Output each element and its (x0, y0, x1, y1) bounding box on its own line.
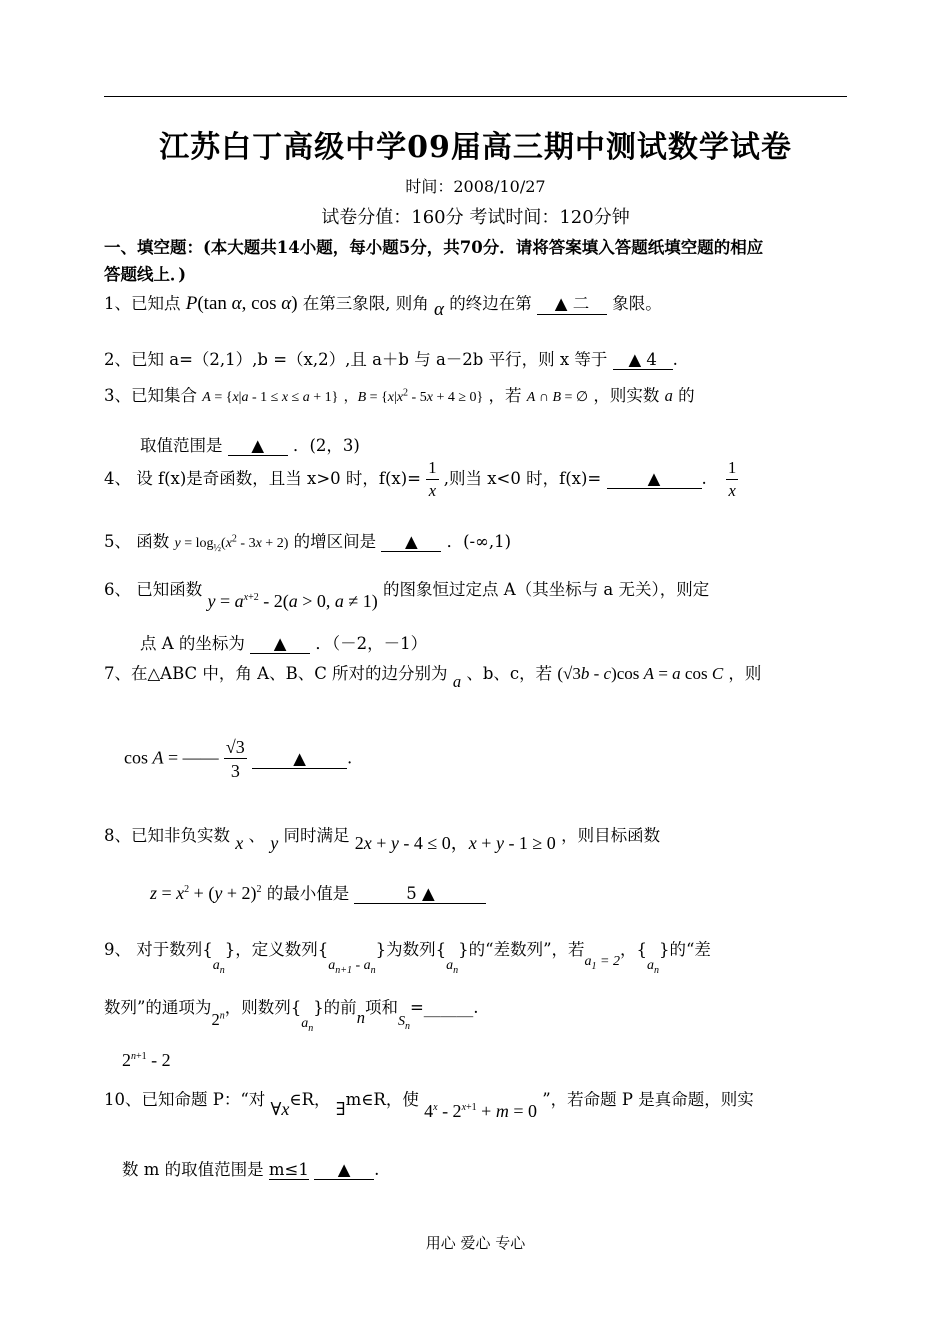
top-rule (104, 96, 847, 97)
answer-blank-5: ▲ (381, 532, 441, 552)
answer-blank-4: ▲ (607, 469, 702, 489)
question-6: 6、 已知函数 $y = a^{x+2} - 2(a > 0$, a ≠ 1) 的图象恒过定点 A（其坐标与 a 无关），则定 (104, 580, 710, 611)
section-heading-line2: 答题线上．) (104, 265, 187, 284)
question-10-line2: 数 m 的取值范围是 m≤1 ▲ . (122, 1160, 380, 1179)
constraint-formula: 2x + y - 4 ≤ 0，x + y - 1 ≥ 0 (354, 833, 556, 853)
question-5: 5、 函数 $y = \log_{\frac{1}{2}}(x^2 - 3x + 2)$ 的增区间是 ▲ ．(-∞,1) (104, 532, 512, 554)
intersection-formula: A ∩ B = ∅ (526, 390, 589, 405)
cosine-condition-formula: (√3b - c)cos A = a cos C (557, 664, 724, 683)
cos-a-formula: cos A = —— (124, 747, 219, 768)
set-b-formula: ，$B = \{x|x^2 - 5x + 4 \ge 0\}$ (343, 387, 484, 405)
answer-blank-8: 5 ▲ (354, 884, 486, 904)
question-6-line2: 点 A 的坐标为 ▲ ．（－2，－1） (140, 634, 428, 653)
answer-blank-7: ▲ (252, 749, 347, 769)
answer-blank-1: ▲ 二 (537, 290, 607, 315)
answer-blank-10: ▲ (314, 1160, 374, 1180)
page-footer: 用心 爱心 专心 (425, 1234, 526, 1252)
question-8-line2: $z = x^2 + (y + 2)^2$ 的最小值是 5 ▲ (150, 880, 486, 904)
section-heading-line1: 一、填空题：(本大题共14小题，每小题5分，共70分．请将答案填入答题纸填空题的相应 (104, 238, 764, 257)
question-9: 9、 对于数列$\{_{a_n}\}$，定义数列$\{_{a_{n+1} - a_n}\}$为数列$\{_{a_n}\}$的“差数列”，若$_{a_1 = 2}$，$\{_{a_n}\}$的“差 (104, 940, 711, 976)
answer-10-value: m≤1 (268, 1160, 309, 1179)
question-7: 7、在△ABC 中，角 A、B、C 所对的边分别为 a 、b、c，若 (√3b - c)cos A = a cos C ，则 (104, 664, 762, 691)
exponential-equation-formula: $4^x - 2^{x+1} + m = 0$ (424, 1101, 537, 1121)
answer-fraction-one-over-x: $\frac{1}{x}$ (728, 458, 737, 500)
question-7-line2: cos A = —— $\frac{√3}{3}$ ▲ . (124, 737, 353, 781)
page-title: 江苏白丁高级中学09届高三期中测试数学试卷 (159, 130, 792, 165)
question-10: 10、已知命题 P：“对 ∀x∈R， ∃m∈R，使 $4^x - 2^{x+1} + m = 0$ ”，若命题 P 是真命题，则实 (104, 1090, 754, 1121)
question-8: 8、已知非负实数 x 、 y 同时满足 2x + y - 4 ≤ 0，x + y - 1 ≥ 0 ，则目标函数 (104, 826, 661, 853)
question-3-line2: 取值范围是 ▲ ．(2，3) (140, 436, 360, 455)
answer-fraction-root3-over-3: $\frac{√3}{3}$ (225, 737, 245, 781)
exam-date: 时间：2008/10/27 (405, 177, 546, 196)
question-4: 4、 设 f(x)是奇函数，且当 x>0 时，f(x)= $\frac{1}{x}$ ,则当 x<0 时，f(x)= ▲ . $\frac{1}{x}$ (104, 458, 737, 500)
objective-function-formula: $z = x^2 + (y + 2)^2$ (150, 883, 262, 903)
log-function-formula: $y = \log_{\frac{1}{2}}(x^2 - 3x + 2)$ (174, 533, 289, 554)
exp-function-formula: $y = a^{x+2} - 2(a > 0$, a ≠ 1) (207, 591, 378, 611)
point-p-formula: P(tan α, cos α) (185, 293, 298, 314)
set-a-formula: A = {x|a - 1 ≤ x ≤ a + 1} (202, 390, 339, 405)
fraction-one-over-x: $\frac{1}{x}$ (428, 458, 437, 500)
answer-blank-2: ▲ 4 (613, 350, 673, 370)
question-3: 3、已知集合 A = {x|a - 1 ≤ x ≤ a + 1} ，$B = \{x|x^2 - 5x + 4 \ge 0\}$ ，若 A ∩ B = ∅ ，则实数 a 的 (104, 386, 695, 405)
exam-score-time: 试卷分值：160分 考试时间：120分钟 (321, 207, 630, 228)
question-1: 1、已知点 P(tan α, cos α) 在第三象限, 则角 α 的终边在第 ▲ 二 象限。 (104, 290, 662, 321)
answer-blank-3: ▲ (228, 436, 288, 456)
answer-blank-6: ▲ (250, 634, 310, 654)
question-9-line2: 数列”的通项为2$^n$，则数列$\{_{a_n}\}$的前n项和$_{S_n}$=______. (104, 998, 479, 1034)
question-2: 2、已知 a=（2,1）,b =（x,2）,且 a＋b 与 a－2b 平行，则 x 等于 ▲ 4 . (104, 350, 678, 369)
answer-9: $2^{n+1} - 2$ (122, 1050, 171, 1070)
